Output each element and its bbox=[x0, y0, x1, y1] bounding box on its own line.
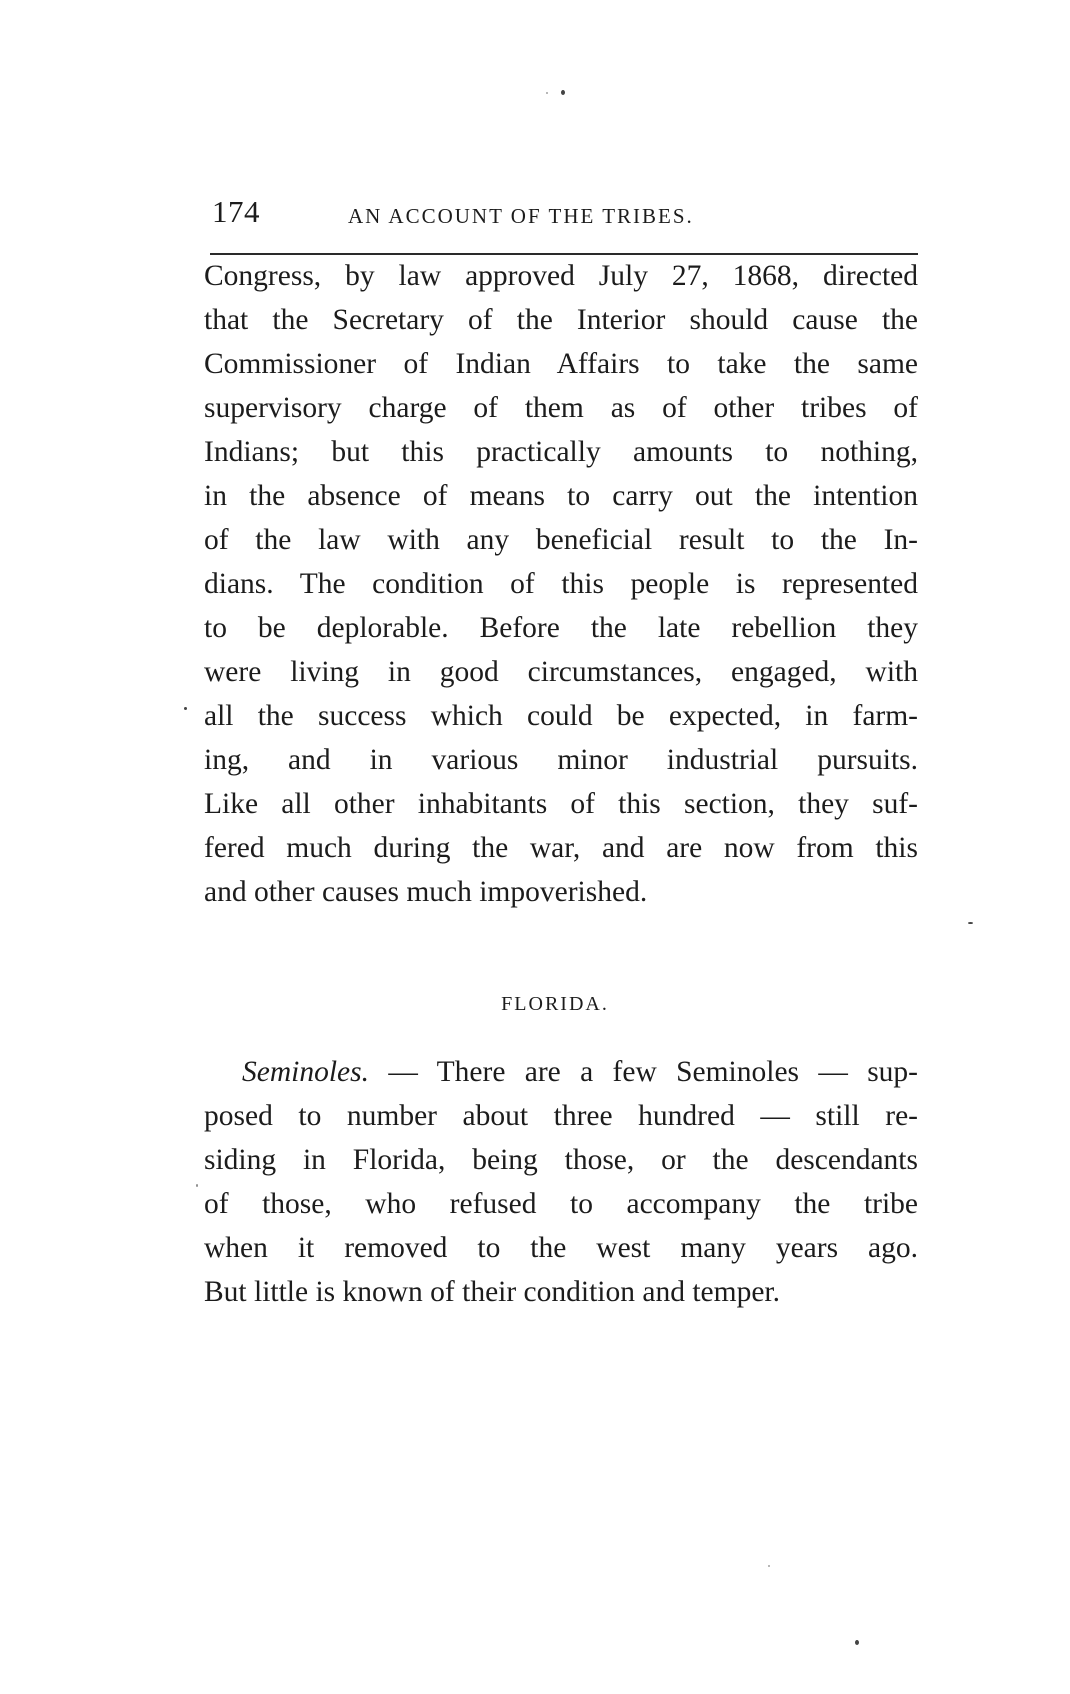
body-line: But little is known of their condition and temper. bbox=[204, 1276, 780, 1308]
first-line-rest: — There are a few Seminoles — sup- bbox=[369, 1056, 918, 1088]
body-line: and other causes much impoverished. bbox=[204, 876, 648, 908]
running-head bbox=[206, 194, 918, 238]
body-line: Like all other inhabitants of this section, they suf- bbox=[204, 788, 918, 820]
body-line: to be deplorable. Before the late rebellion they bbox=[204, 612, 918, 644]
scan-speck bbox=[968, 922, 973, 924]
scan-speck bbox=[184, 707, 187, 710]
body-line: that the Secretary of the Interior should cause the bbox=[204, 304, 918, 336]
section-heading: FLORIDA. bbox=[501, 993, 609, 1015]
body-line: supervisory charge of them as of other tribes of bbox=[204, 392, 918, 424]
body-line: fered much during the war, and are now from this bbox=[204, 832, 918, 864]
scan-speck bbox=[855, 1640, 859, 1645]
scan-speck bbox=[196, 1184, 198, 1187]
body-line: of those, who refused to accompany the tribe bbox=[204, 1188, 918, 1220]
page-number: 174 bbox=[212, 194, 260, 229]
body-line: ing, and in various minor industrial pursuits. bbox=[204, 744, 918, 776]
body-line: dians. The condition of this people is represented bbox=[204, 568, 918, 600]
section-first-line bbox=[242, 1050, 918, 1095]
body-line: Indians; but this practically amounts to nothing, bbox=[204, 436, 918, 468]
lead-term: Seminoles. bbox=[242, 1056, 369, 1088]
scan-speck bbox=[768, 1565, 770, 1567]
body-line: Commissioner of Indian Affairs to take the same bbox=[204, 348, 918, 380]
running-title: AN ACCOUNT OF THE TRIBES. bbox=[348, 204, 694, 228]
body-line: posed to number about three hundred — still re- bbox=[204, 1100, 918, 1132]
scan-speck bbox=[561, 90, 565, 95]
body-line: siding in Florida, being those, or the descendants bbox=[204, 1144, 918, 1176]
body-line: Congress, by law approved July 27, 1868, directed bbox=[204, 260, 918, 292]
body-line: of the law with any beneficial result to the In- bbox=[204, 524, 918, 556]
body-line: in the absence of means to carry out the intention bbox=[204, 480, 918, 512]
body-line: all the success which could be expected, in farm- bbox=[204, 700, 918, 732]
scan-speck bbox=[546, 92, 548, 94]
body-line: when it removed to the west many years ago. bbox=[204, 1232, 918, 1264]
body-line: were living in good circumstances, engaged, with bbox=[204, 656, 918, 688]
